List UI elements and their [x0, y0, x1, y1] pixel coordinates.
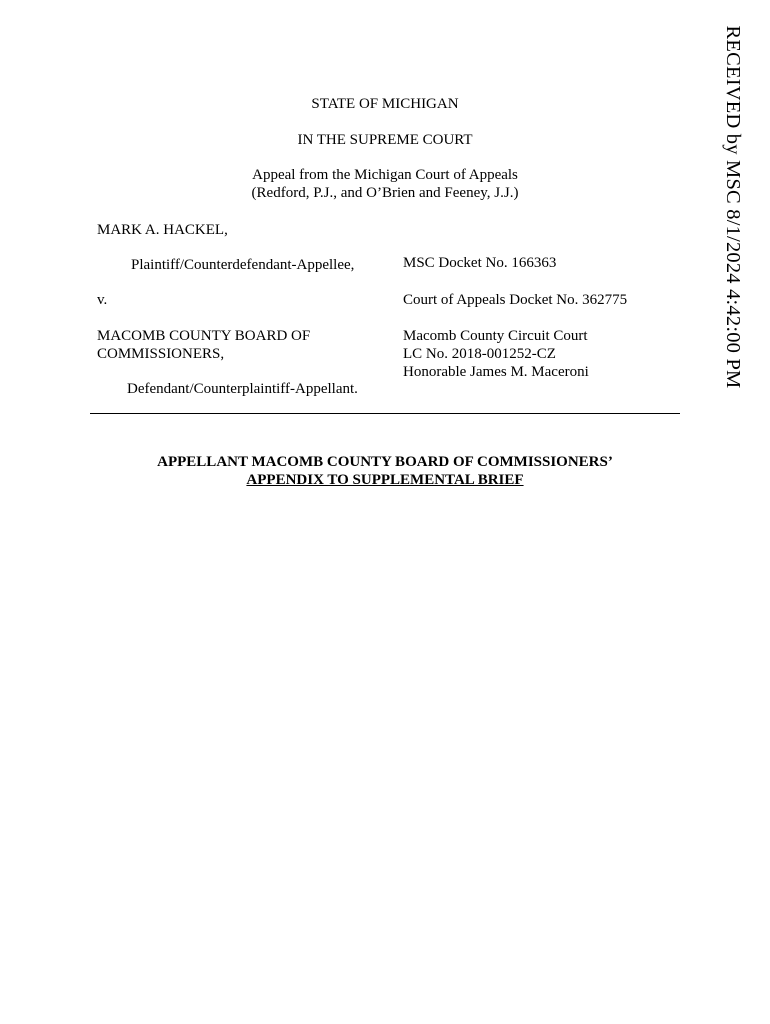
msc-docket: MSC Docket No. 166363 [403, 255, 557, 271]
document-title-underlined: APPENDIX TO SUPPLEMENTAL BRIEF [246, 472, 524, 488]
coa-docket: Court of Appeals Docket No. 362775 [403, 292, 628, 308]
document-title-line1: APPELLANT MACOMB COUNTY BOARD OF COMMISSIONERS’ [157, 454, 613, 470]
defendant-name-line1: MACOMB COUNTY BOARD OF [97, 328, 311, 344]
document-title-line2 [0, 471, 770, 489]
circuit-court: Macomb County Circuit Court [403, 328, 588, 344]
appeal-from-line: Appeal from the Michigan Court of Appeals [252, 167, 518, 183]
trial-judge: Honorable James M. Maceroni [403, 364, 589, 380]
versus: v. [97, 292, 108, 308]
caption-divider [90, 413, 680, 414]
lower-court-number: LC No. 2018-001252-CZ [403, 346, 556, 362]
court-heading: IN THE SUPREME COURT [297, 132, 473, 148]
state-heading: STATE OF MICHIGAN [311, 96, 459, 112]
plaintiff-name: MARK A. HACKEL, [97, 222, 228, 238]
panel-judges-line: (Redford, P.J., and O’Brien and Feeney, J.J.) [251, 185, 519, 201]
defendant-name-line2: COMMISSIONERS, [97, 346, 225, 362]
defendant-role: Defendant/Counterplaintiff-Appellant. [127, 381, 358, 397]
received-stamp: RECEIVED by MSC 8/1/2024 4:42:00 PM [722, 25, 744, 389]
plaintiff-role: Plaintiff/Counterdefendant-Appellee, [131, 257, 355, 273]
